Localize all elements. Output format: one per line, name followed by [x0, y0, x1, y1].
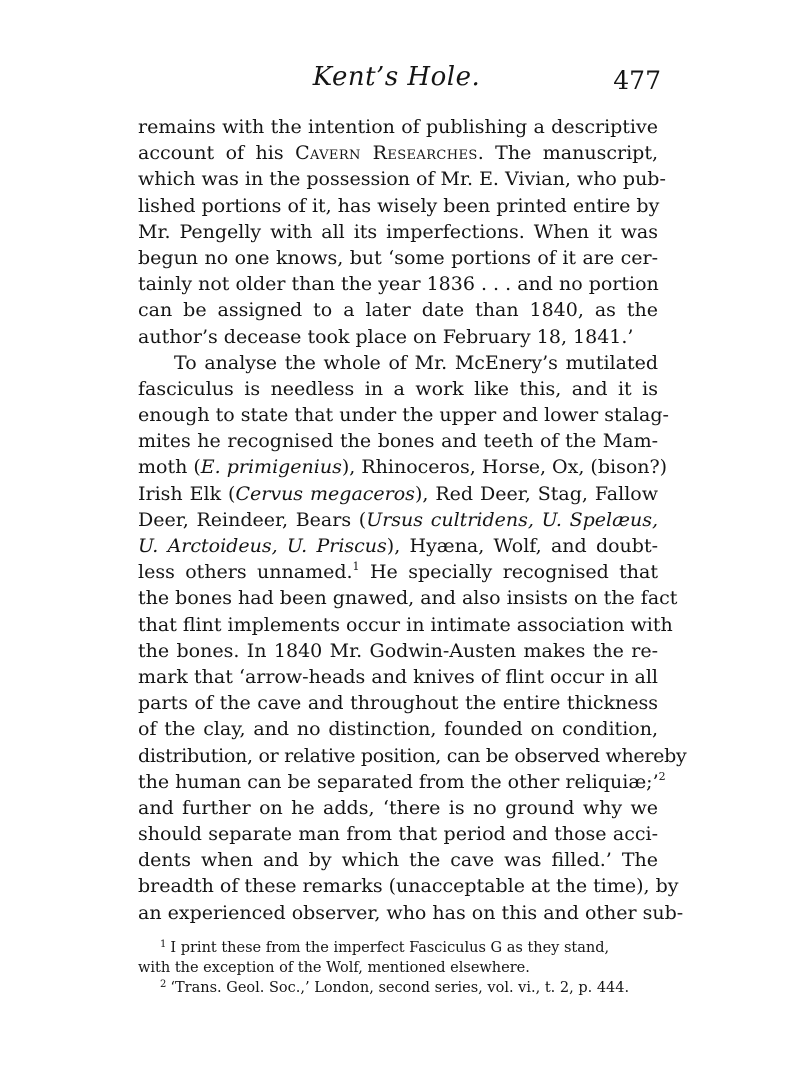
text-line: which was in the possession of Mr. E. Vivian, who pub-: [138, 168, 666, 191]
text-line: Deer, Reindeer, Bears (Ursus cultridens, U. Spelæus,: [138, 508, 658, 531]
text-line: less others unnamed.$^1$ He specially recognised that: [138, 560, 658, 584]
footnote: $^1$ I print these from the imperfect Fasciculus G as they stand,: [160, 939, 610, 956]
text-line: To analyse the whole of Mr. McEnery’s mutilated: [174, 351, 658, 374]
body-text: [138, 114, 687, 926]
text-line: the bones had been gnawed, and also insists on the fact: [138, 587, 678, 610]
text-line: moth (E. primigenius), Rhinoceros, Horse, Ox, (bison?): [138, 456, 668, 479]
page-number: 477: [613, 66, 661, 95]
text-line: mites he recognised the bones and teeth of the Mam-: [138, 430, 658, 453]
text-line: of the clay, and no distinction, founded on condition,: [138, 718, 658, 741]
text-line: remains with the intention of publishing a descriptive: [138, 116, 658, 138]
text-line: fasciculus is needless in a work like this, and it is: [138, 377, 658, 400]
text-line: enough to state that under the upper and lower stalag-: [138, 404, 669, 427]
footnote-continuation: with the exception of the Wolf, mentioned elsewhere.: [138, 960, 530, 976]
text-line: U. Arctoideus, U. Priscus), Hyæna, Wolf, and doubt-: [138, 535, 659, 557]
text-line: Mr. Pengelly with all its imperfections. When it was: [138, 220, 658, 243]
text-line: should separate man from that period and those acci-: [138, 823, 658, 846]
text-line: Irish Elk (Cervus megaceros), Red Deer, Stag, Fallow: [138, 482, 658, 505]
text-line: an experienced observer, who has on this and other sub-: [138, 901, 684, 924]
species-name: U. Arctoideus, U. Priscus: [138, 535, 387, 557]
footnote-ref: 2: [658, 769, 666, 783]
text-line: and further on he adds, ‘there is no ground why we: [138, 796, 658, 819]
text-line: the bones. In 1840 Mr. Godwin-Austen makes the re-: [138, 639, 658, 662]
text-line: breadth of these remarks (unacceptable at the time), by: [138, 875, 679, 898]
page-header: [138, 62, 661, 98]
footnote-ref: 1: [352, 560, 360, 574]
text-line: begun no one knows, but ‘some portions of it are cer-: [138, 246, 658, 269]
text-line: tainly not older than the year 1836 . . . and no portion: [138, 273, 659, 296]
footnotes: [138, 938, 658, 998]
footnote-mark: 1: [160, 939, 167, 950]
species-name: Ursus cultridens, U. Spelæus,: [366, 508, 658, 531]
text-line: distribution, or relative position, can be observed whereby: [138, 744, 687, 767]
footnote: $^2$ ‘Trans. Geol. Soc.,’ London, second series, vol. vi., t. 2, p. 444.: [160, 979, 630, 996]
species-name: Cervus megaceros: [235, 482, 415, 505]
text-line: that flint implements occur in intimate association with: [138, 613, 673, 636]
species-name: E. primigenius: [200, 456, 342, 479]
text-line: can be assigned to a later date than 1840, as the: [138, 299, 658, 322]
text-line: account of his Cavern Researches. The manuscript,: [138, 142, 658, 165]
text-line: dents when and by which the cave was filled.’ The: [138, 849, 658, 872]
running-title: Kent’s Hole.: [312, 62, 481, 92]
text-line: mark that ‘arrow-heads and knives of flint occur in all: [138, 665, 658, 688]
text-line: parts of the cave and throughout the entire thickness: [138, 692, 658, 715]
text-line: author’s decease took place on February 18, 1841.’: [138, 325, 634, 348]
text-line: the human can be separated from the other reliquiæ;’$^2$: [138, 769, 666, 793]
footnote-mark: 2: [160, 979, 167, 990]
small-caps-title: Cavern Researches: [295, 142, 478, 165]
text-line: lished portions of it, has wisely been printed entire by: [138, 194, 660, 217]
